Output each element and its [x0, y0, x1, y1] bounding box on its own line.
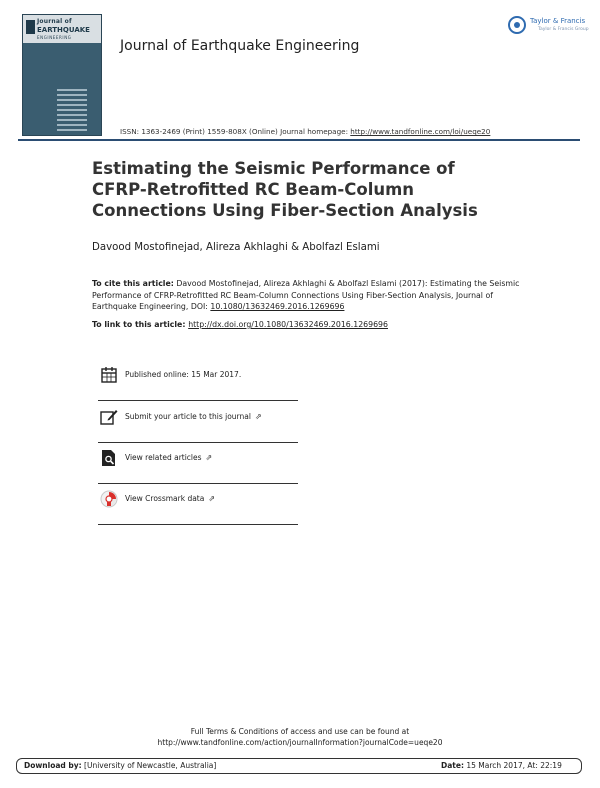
doi-link[interactable]: 10.1080/13632469.2016.1269696 [210, 302, 345, 311]
info-row-published [98, 360, 298, 401]
downloaded-label: Download by: [24, 761, 82, 770]
cover-band [23, 15, 101, 43]
info-row-crossmark[interactable] [98, 484, 298, 525]
issn-line [120, 127, 490, 136]
downloaded-value: [University of Newcastle, Australia] [81, 761, 217, 770]
download-date [441, 761, 562, 770]
download-info-bar [16, 758, 582, 774]
journal-title: Journal of Earthquake Engineering [120, 38, 360, 54]
publisher-subtitle: Taylor & Francis Group [538, 27, 589, 32]
external-link-icon: ⇗ [208, 494, 216, 503]
cover-line-3: ENGINEERING [37, 35, 72, 40]
header-divider [18, 139, 580, 141]
publisher-name: Taylor & Francis [530, 17, 586, 25]
article-doi-url-link[interactable]: http://dx.doi.org/10.1080/13632469.2016.1269696 [188, 320, 388, 329]
related-articles-link[interactable] [125, 453, 212, 462]
cover-line-1: Journal of [37, 18, 72, 25]
crossmark-text: View Crossmark data [125, 494, 205, 503]
publisher-logo [508, 14, 589, 40]
crossmark-icon [100, 490, 118, 508]
calendar-icon [100, 366, 118, 384]
cover-line-2: EARTHQUAKE [37, 26, 90, 34]
cite-label: To cite this article: [92, 279, 174, 288]
terms-line-1: Full Terms & Conditions of access and use can be found at [190, 727, 410, 736]
info-row-submit[interactable] [98, 402, 298, 443]
edit-icon [100, 408, 118, 426]
published-text: Published online: 15 Mar 2017. [125, 370, 242, 379]
submit-article-link[interactable] [125, 412, 262, 421]
journal-cover-image [22, 14, 102, 136]
terms-notice [0, 726, 600, 748]
article-title: Estimating the Seismic Performance of CFRP-Retrofitted RC Beam-Column Connections Using Fiber-Section Analysis [92, 159, 478, 220]
crossmark-link[interactable] [125, 494, 215, 503]
taylor-francis-logo-icon [508, 16, 526, 34]
article-authors: Davood Mostofinejad, Alireza Akhlaghi & Abolfazl Eslami [92, 242, 380, 253]
citation-block [92, 278, 522, 313]
journal-homepage-link[interactable]: http://www.tandfonline.com/loi/ueqe20 [350, 127, 491, 136]
search-document-icon [100, 449, 118, 467]
cover-decoration [57, 89, 87, 134]
submit-article-text: Submit your article to this journal [125, 412, 251, 421]
external-link-icon: ⇗ [254, 412, 262, 421]
terms-url-link[interactable]: http://www.tandfonline.com/action/journalInformation?journalCode=ueqe20 [157, 738, 443, 747]
cover-logo [26, 20, 35, 34]
related-articles-text: View related articles [125, 453, 202, 462]
date-value: 15 March 2017, At: 22:19 [463, 761, 562, 770]
cite-text: Davood Mostofinejad, Alireza Akhlaghi & Abolfazl Eslami (2017): Estimating the Seismic Performance of CFRP-Retrofitted RC Beam-Column Connections Using Fiber-Section Analysis, Journal of Earthquake Engineering, DOI: [92, 279, 520, 311]
info-row-related[interactable] [98, 443, 298, 484]
external-link-icon: ⇗ [205, 453, 213, 462]
link-label: To link to this article: [92, 320, 189, 329]
downloaded-by [24, 761, 216, 770]
issn-text: ISSN: 1363-2469 (Print) 1559-808X (Online) Journal homepage: [120, 127, 351, 136]
date-label: Date: [441, 761, 464, 770]
article-link-line [92, 320, 388, 329]
